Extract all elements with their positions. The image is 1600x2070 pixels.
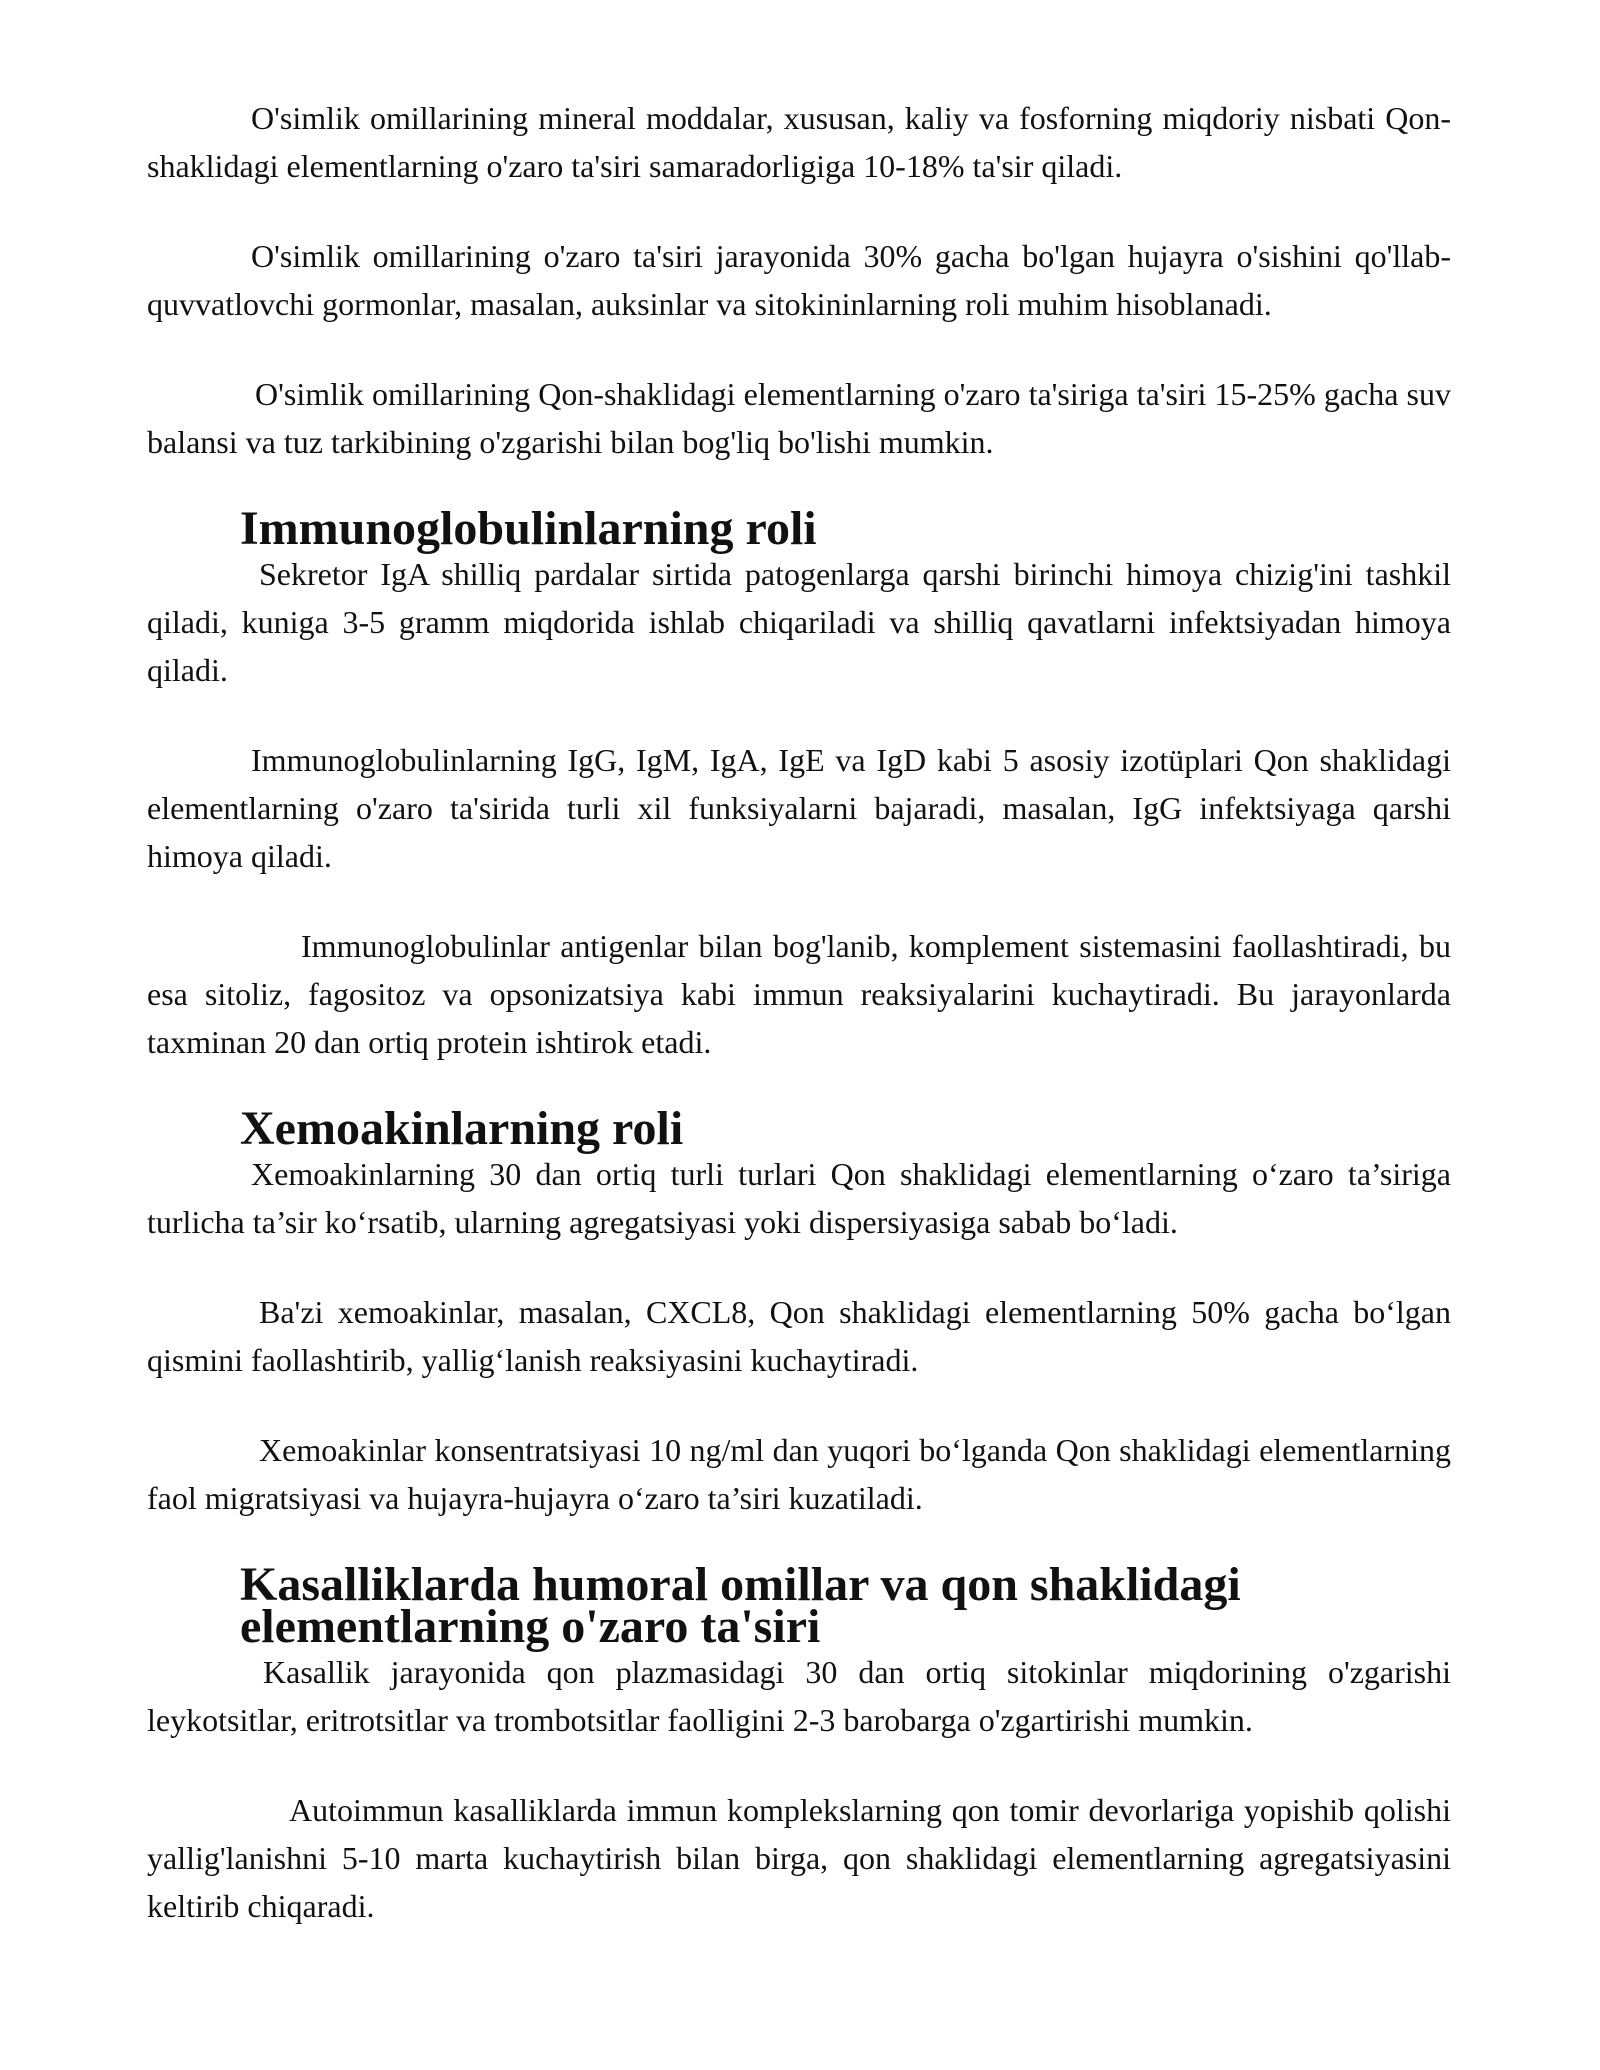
- paragraph-chemokine-concentration: Xemoakinlar konsentratsiyasi 10 ng/ml dan yuqori bo‘lganda Qon shaklidagi elementlarning faol migratsiyasi va hujayra-hujayra o‘zaro ta’siri kuzatiladi.: [147, 1432, 1451, 1516]
- paragraph-plant-minerals: O'simlik omillarining mineral moddalar, xususan, kaliy va fosforning miqdoriy nisbati Qon-shaklidagi elementlarning o'zaro ta'siri samaradorligiga 10-18% ta'sir qiladi.: [147, 100, 1451, 184]
- paragraph-autoimmune: Autoimmun kasalliklarda immun komplekslarning qon tomir devorlariga yopishib qolishi yallig'lanishni 5-10 marta kuchaytirish bilan birga, qon shaklidagi elementlarning agregatsiyasini keltirib chiqaradi.: [147, 1792, 1451, 1924]
- section-heading-chemokines: Xemoakinlarning roli: [240, 1102, 684, 1155]
- section-heading-diseases: Kasalliklarda humoral omillar va qon shaklidagi elementlarning o'zaro ta'siri: [240, 1558, 1241, 1653]
- paragraph-cxcl8: Ba'zi xemoakinlar, masalan, CXCL8, Qon shaklidagi elementlarning 50% gacha bo‘lgan qismini faollashtirib, yallig‘lanish reaksiyasini kuchaytiradi.: [147, 1294, 1451, 1378]
- document-page: [147, 94, 1451, 1964]
- paragraph-complement-system: Immunoglobulinlar antigenlar bilan bog'lanib, komplement sistemasini faollashtiradi, bu esa sitoliz, fagositoz va opsonizatsiya kabi immun reaksiyalarini kuchaytiradi. Bu jarayonlarda taxminan 20 dan ortiq protein ishtirok etadi.: [147, 928, 1451, 1060]
- paragraph-chemokine-types: Xemoakinlarning 30 dan ortiq turli turlari Qon shaklidagi elementlarning o‘zaro ta’siriga turlicha ta’sir ko‘rsatib, ularning agregatsiyasi yoki dispersiyasiga sabab bo‘ladi.: [147, 1156, 1451, 1240]
- paragraph-plant-hormones: O'simlik omillarining o'zaro ta'siri jarayonida 30% gacha bo'lgan hujayra o'sishini qo'llab-quvvatlovchi gormonlar, masalan, auksinlar va sitokininlarning roli muhim hisoblanadi.: [147, 238, 1451, 322]
- paragraph-cytokine-changes: Kasallik jarayonida qon plazmasidagi 30 dan ortiq sitokinlar miqdorining o'zgarishi leykotsitlar, eritrotsitlar va trombotsitlar faolligini 2-3 barobarga o'zgartirishi mumkin.: [147, 1654, 1451, 1738]
- paragraph-plant-water-balance: O'simlik omillarining Qon-shaklidagi elementlarning o'zaro ta'siriga ta'siri 15-25% gacha suv balansi va tuz tarkibining o'zgarishi bilan bog'liq bo'lishi mumkin.: [147, 376, 1451, 460]
- section-heading-immunoglobulins: Immunoglobulinlarning roli: [240, 502, 817, 555]
- paragraph-immunoglobulin-isotypes: Immunoglobulinlarning IgG, IgM, IgA, IgE va IgD kabi 5 asosiy izotüplari Qon shaklidagi elementlarning o'zaro ta'sirida turli xil funksiyalarni bajaradi, masalan, IgG infektsiyaga qarshi himoya qiladi.: [147, 742, 1451, 874]
- paragraph-secretory-iga: Sekretor IgA shilliq pardalar sirtida patogenlarga qarshi birinchi himoya chizig'ini tashkil qiladi, kuniga 3-5 gramm miqdorida ishlab chiqariladi va shilliq qavatlarni infektsiyadan himoya qiladi.: [147, 556, 1451, 688]
